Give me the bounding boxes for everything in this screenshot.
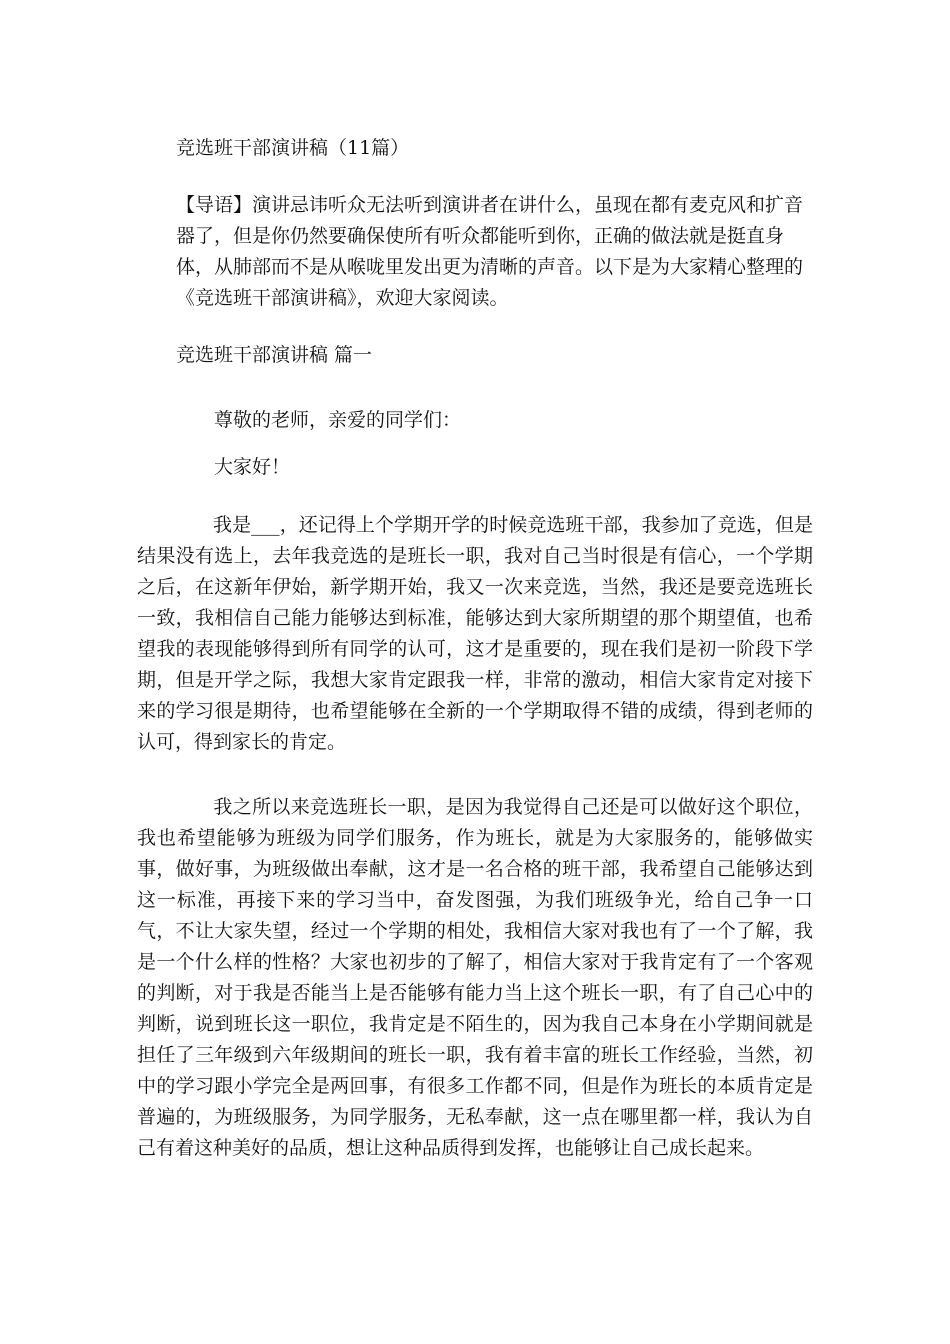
body-paragraph-1-text: 我是___，还记得上个学期开学的时候竞选班干部，我参加了竞选，但是结果没有选上，去年我竞选的是班长一职，我对自己当时很是有信心，一个学期之后，在这新年伊始，新学期开始，我又一次来竞选，当然，我还是要竞选班长一致，我相信自己能力能够达到标准，能够达到大家所期望的那个期望值，也希望我的表现能够得到所有同学的认可，这才是重要的，现在我们是初一阶段下学期，但是开学之际，我想大家肯定跟我一样，非常的激动，相信大家肯定对接下来的学习很是期待，也希望能够在全新的一个学期取得不错的成绩，得到老师的认可，得到家长的肯定。 xyxy=(137,514,813,753)
body-paragraph-2-text: 我之所以来竞选班长一职，是因为我觉得自己还是可以做好这个职位，我也希望能够为班级为同学们服务，作为班长，就是为大家服务的，能够做实事，做好事，为班级做出奉献，这才是一名合格的班干部，我希望自己能够达到这一标准，再接下来的学习当中，奋发图强，为我们班级争光，给自己争一口气，不让大家失望，经过一个学期的相处，我相信大家对我也有了一个了解，我是一个什么样的性格？大家也初步的了解了，相信大家对于我肯定有了一个客观的判断，对于我是否能当上是否能够有能力当上这个班长一职，有了自己心中的判断，说到班长这一职位，我肯定是不陌生的，因为我自己本身在小学期间就是担任了三年级到六年级期间的班长一职，我有着丰富的班长工作经验，当然，初中的学习跟小学完全是两回事，有很多工作都不同，但是作为班长的本质肯定是普遍的，为班级服务，为同学服务，无私奉献，这一点在哪里都一样，我认为自己有着这种美好的品质，想让这种品质得到发挥，也能够让自己成长起来。 xyxy=(137,796,813,1159)
section-heading: 竞选班干部演讲稿 篇一 xyxy=(176,344,373,366)
body-paragraph-2 xyxy=(137,792,813,1164)
greeting: 大家好！ xyxy=(214,456,291,478)
intro-paragraph xyxy=(176,190,812,314)
document-title: 竞选班干部演讲稿（11篇） xyxy=(176,137,410,159)
intro-text: 演讲忌讳听众无法听到演讲者在讲什么，虽现在都有麦克风和扩音器了，但是你仍然要确保使所有听众都能听到你，正确的做法就是挺直身体，从肺部而不是从喉咙里发出更为清晰的声音。以下是为大家精心整理的《竞选班干部演讲稿》，欢迎大家阅读。 xyxy=(176,194,804,309)
salutation: 尊敬的老师，亲爱的同学们： xyxy=(214,409,462,431)
body-paragraph-1 xyxy=(137,510,813,758)
intro-lead-label: 【导语】 xyxy=(176,194,253,216)
